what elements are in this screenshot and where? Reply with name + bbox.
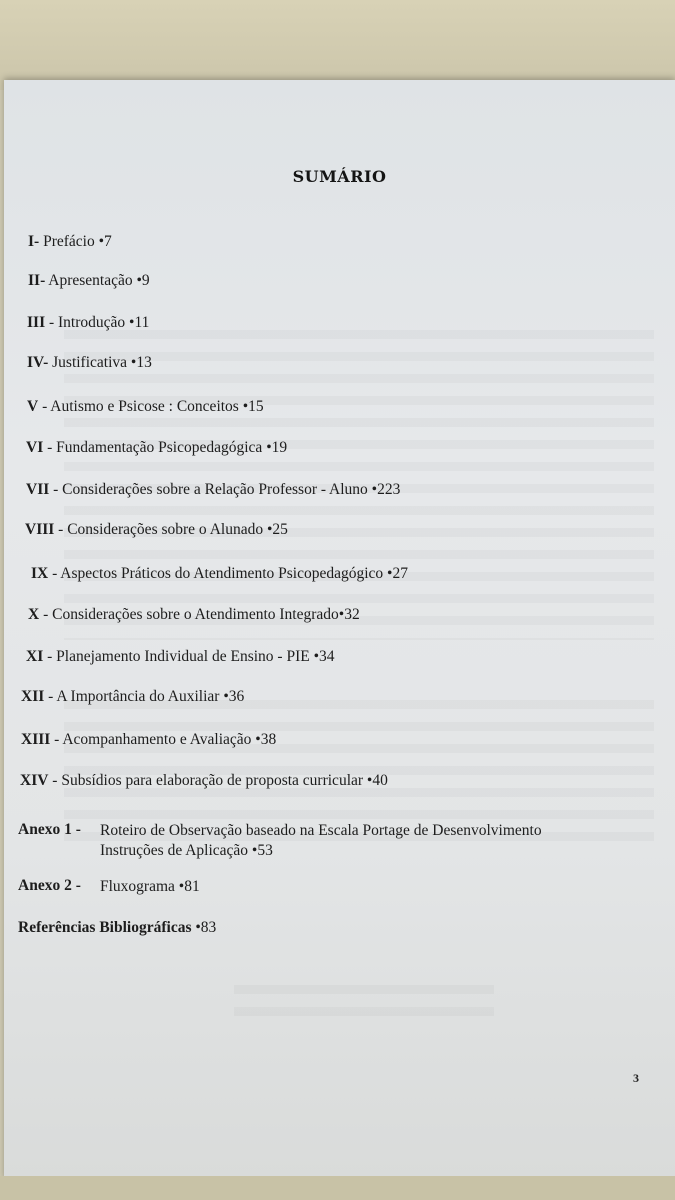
toc-entry-text: - A Importância do Auxiliar •36 xyxy=(44,688,245,705)
toc-entry-number: III xyxy=(27,314,46,331)
toc-entry-number: XIV xyxy=(20,772,49,789)
annex-2-label: Anexo 2 - xyxy=(18,877,81,894)
references-label: Referências Bibliográficas xyxy=(18,919,192,936)
toc-entry-text: Prefácio •7 xyxy=(39,233,112,250)
toc-entry xyxy=(26,439,287,457)
page-title: SUMÁRIO xyxy=(292,167,387,186)
toc-entry-text: - Autismo e Psicose : Conceitos •15 xyxy=(38,398,264,415)
annex-1-subtitle: Instruções de Aplicação •53 xyxy=(100,842,273,859)
annex-2-title: Fluxograma •81 xyxy=(100,878,200,895)
show-through-texture xyxy=(234,985,494,1025)
toc-entry-number: X xyxy=(28,606,40,623)
toc-entry xyxy=(28,606,360,624)
references-page: •83 xyxy=(191,919,217,936)
toc-entry xyxy=(20,772,388,790)
toc-entry-text: - Acompanhamento e Avaliação •38 xyxy=(50,731,277,748)
toc-entry-text: - Fundamentação Psicopedagógica •19 xyxy=(43,439,288,456)
toc-entry xyxy=(26,481,400,499)
toc-entry-text: - Considerações sobre o Atendimento Integrado•32 xyxy=(39,606,360,623)
annex-2-entry xyxy=(18,877,418,899)
toc-entry-text: - Aspectos Práticos do Atendimento Psicopedagógico •27 xyxy=(48,565,408,582)
toc-entry xyxy=(27,314,149,332)
page-number: 3 xyxy=(633,1071,639,1085)
toc-entry-number: IX xyxy=(31,565,49,582)
desk-background-bottom xyxy=(0,1176,675,1200)
toc-entry-number: XII xyxy=(21,688,45,705)
toc-entry-text: - Planejamento Individual de Ensino - PIE •34 xyxy=(43,648,335,665)
toc-entry xyxy=(21,688,244,706)
toc-entry-text: - Considerações sobre o Alunado •25 xyxy=(54,521,288,538)
toc-entry-number: II- xyxy=(28,272,46,289)
toc-entry-text: - Subsídios para elaboração de proposta curricular •40 xyxy=(48,772,388,789)
toc-entry xyxy=(27,398,264,416)
desk-background-top xyxy=(0,0,675,90)
toc-entry-number: I- xyxy=(28,233,40,250)
toc-entry-text: Apresentação •9 xyxy=(45,272,150,289)
toc-entry xyxy=(21,731,276,749)
toc-entry xyxy=(27,354,152,372)
toc-entry-number: VI xyxy=(26,439,44,456)
toc-entry xyxy=(28,272,150,290)
toc-entry-number: VII xyxy=(26,481,50,498)
toc-entry-text: - Considerações sobre a Relação Professor - Aluno •223 xyxy=(49,481,401,498)
references-entry xyxy=(18,919,216,937)
toc-entry-number: VIII xyxy=(25,521,55,538)
toc-entry-text: Justificativa •13 xyxy=(48,354,152,371)
toc-entry xyxy=(28,233,112,251)
toc-entry-number: XI xyxy=(26,648,44,665)
toc-entry-number: IV- xyxy=(27,354,49,371)
toc-entry-number: V xyxy=(27,398,39,415)
document-page xyxy=(4,80,675,1180)
annex-1-label: Anexo 1 - xyxy=(18,821,81,838)
toc-entry xyxy=(25,521,288,539)
toc-entry xyxy=(26,648,335,666)
annex-1-title: Roteiro de Observação baseado na Escala Portage de Desenvolvimento xyxy=(100,822,542,839)
annex-1-entry xyxy=(18,821,668,865)
toc-entry xyxy=(31,565,408,583)
toc-entry-number: XIII xyxy=(21,731,51,748)
toc-entry-text: - Introdução •11 xyxy=(45,314,150,331)
